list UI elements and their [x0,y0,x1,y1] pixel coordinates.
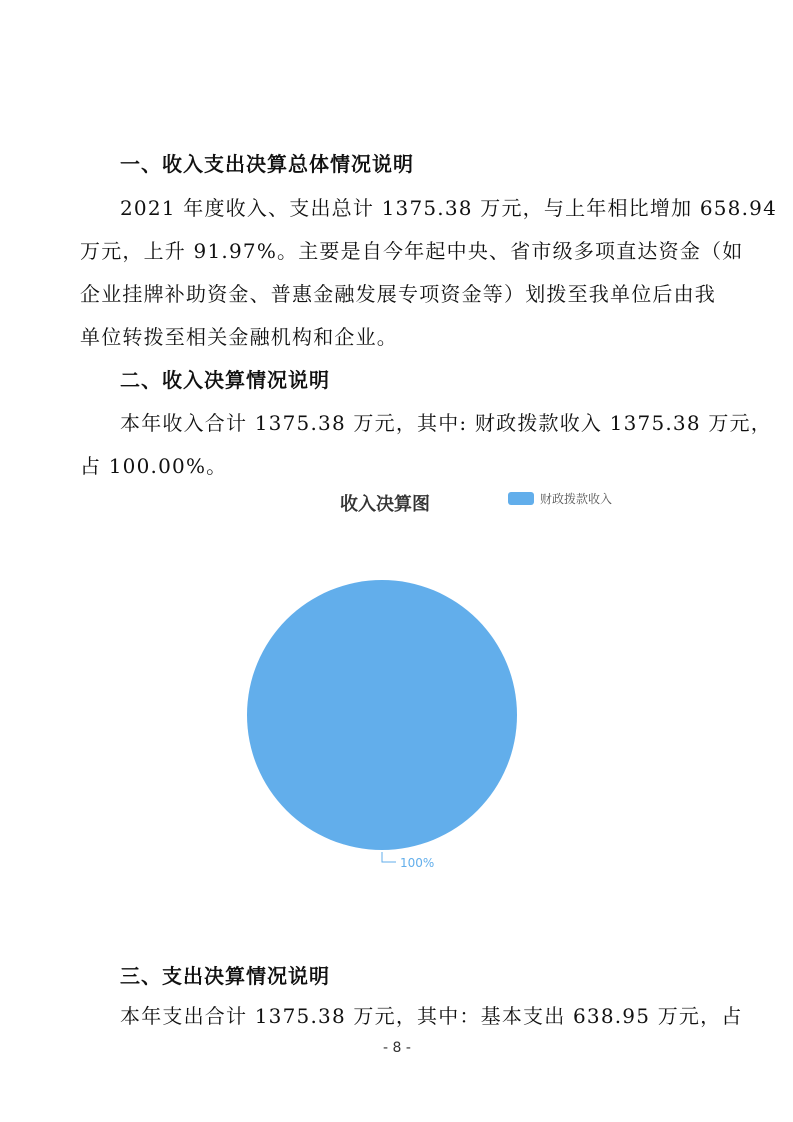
slice-data-label: 100% [400,856,435,870]
section1-line: 万元，上升 91.97%。主要是自今年起中央、省市级多项直达资金（如 [80,239,744,263]
section2-line: 本年收入合计 1375.38 万元，其中: 财政拨款收入 1375.38 万元， [120,411,772,435]
pie-slice[interactable] [247,580,517,850]
chart-title: 收入决算图 [340,494,430,515]
label-leader-line [382,852,396,862]
section2-heading: 二、收入决算情况说明 [120,368,330,392]
legend-label: 财政拨款收入 [540,492,613,506]
page-number: - 8 - [383,1040,411,1056]
section2-line: 占 100.00%。 [80,454,228,478]
pie-plot-area [230,560,650,880]
section3-line: 本年支出合计 1375.38 万元，其中：基本支出 638.95 万元，占 [120,1004,743,1028]
section3-heading: 三、支出决算情况说明 [120,964,330,988]
income-pie-chart [230,480,650,880]
legend-swatch[interactable] [508,492,534,505]
section1-line: 单位转拨至相关金融机构和企业。 [80,325,398,349]
section1-line: 2021 年度收入、支出总计 1375.38 万元，与上年相比增加 658.94 [120,196,778,220]
section1-line: 企业挂牌补助资金、普惠金融发展专项资金等）划拨至我单位后由我 [80,282,716,306]
section1-heading: 一、收入支出决算总体情况说明 [120,152,414,176]
